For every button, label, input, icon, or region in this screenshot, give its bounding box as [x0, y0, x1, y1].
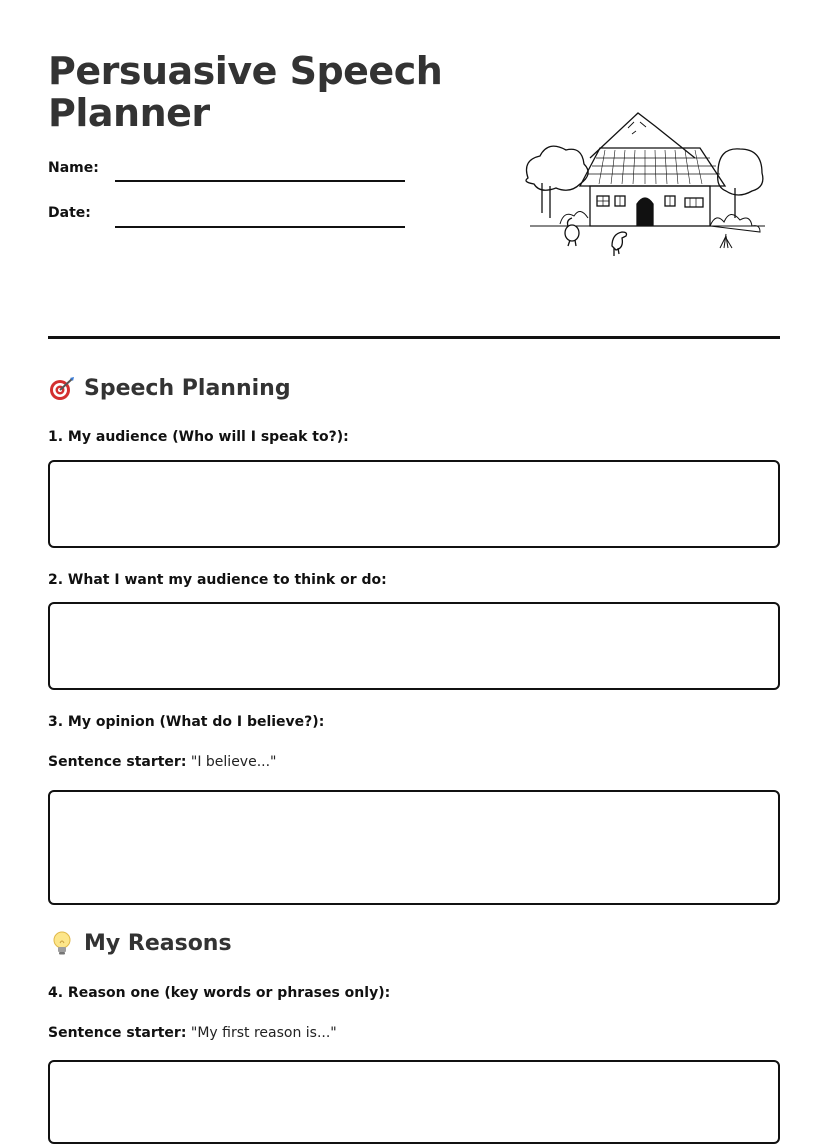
- audience-answer-box[interactable]: [48, 460, 780, 548]
- target-icon: [48, 374, 76, 402]
- reason-one-answer-box[interactable]: [48, 1060, 780, 1144]
- my-reasons-heading: [48, 929, 232, 957]
- section-divider: [48, 336, 780, 339]
- page-title: Persuasive Speech Planner: [48, 49, 443, 135]
- sentence-starter-label: Sentence starter:: [48, 754, 187, 770]
- speech-planning-title: Speech Planning: [84, 375, 291, 401]
- house-illustration: [520, 108, 770, 263]
- name-field[interactable]: [115, 180, 405, 182]
- question-1: 1. My audience (Who will I speak to?):: [48, 429, 349, 445]
- opinion-answer-box[interactable]: [48, 790, 780, 905]
- date-field[interactable]: [115, 226, 405, 228]
- sentence-starter-text: "I believe...": [190, 754, 277, 770]
- sentence-starter-text: "My first reason is...": [190, 1025, 337, 1041]
- sentence-starter-4: [48, 1025, 337, 1041]
- my-reasons-title: My Reasons: [84, 930, 232, 956]
- question-2: 2. What I want my audience to think or do:: [48, 572, 387, 588]
- question-3: 3. My opinion (What do I believe?):: [48, 714, 325, 730]
- question-4: 4. Reason one (key words or phrases only):: [48, 985, 391, 1001]
- audience-action-answer-box[interactable]: [48, 602, 780, 690]
- date-label: Date:: [48, 205, 91, 221]
- name-label: Name:: [48, 160, 99, 176]
- sentence-starter-3: [48, 754, 277, 770]
- speech-planning-heading: [48, 374, 291, 402]
- lightbulb-icon: [48, 929, 76, 957]
- sentence-starter-label: Sentence starter:: [48, 1025, 187, 1041]
